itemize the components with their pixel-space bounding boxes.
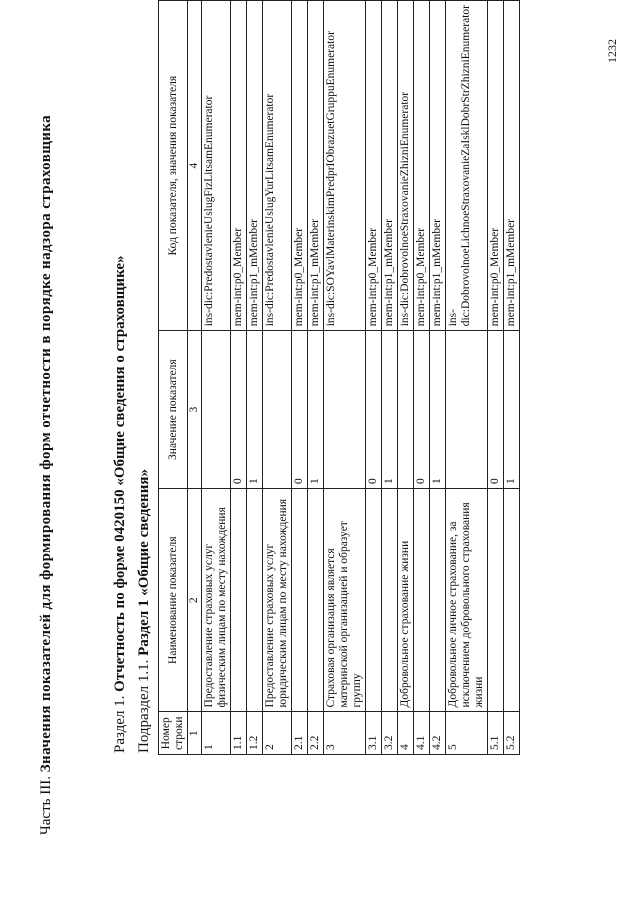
row-number: 4.1 xyxy=(414,712,430,755)
row-number: 1 xyxy=(202,712,231,755)
table-row xyxy=(414,1,430,755)
indicator-code: mem-int:p1_mMember xyxy=(247,1,263,331)
row-number: 5.1 xyxy=(488,712,504,755)
indicator-value: 1 xyxy=(382,331,398,489)
indicator-name xyxy=(382,488,398,712)
indicator-code: ins-dic:PredostavlenieUslugFizLitsamEnumerator xyxy=(202,1,231,331)
indicator-name xyxy=(292,488,308,712)
indicator-value: 0 xyxy=(414,331,430,489)
indicator-name: Добровольное страхование жизни xyxy=(398,488,414,712)
header-indicator-code: Код показателя, значения показателя xyxy=(159,1,188,331)
indicator-code: ins-dic:DobrovolnoeStraxovanieZhizniEnumerator xyxy=(398,1,414,331)
indicator-value: 1 xyxy=(308,331,324,489)
section-title: Отчетность по форме 0420150 «Общие сведения о страховщике» xyxy=(112,255,128,692)
indicator-code: mem-int:p1_mMember xyxy=(308,1,324,331)
table-row xyxy=(292,1,308,755)
section-heading xyxy=(112,255,129,753)
header-indicator-name: Наименование показателя xyxy=(159,488,188,712)
indicator-name xyxy=(231,488,247,712)
indicator-code: ins-dic:DobrovolnoeLichnoeStraxovanieZaIsklDobrStrZhizniEnumerator xyxy=(446,1,488,331)
column-number-4: 4 xyxy=(188,1,202,331)
table-row xyxy=(504,1,520,755)
row-number: 1.2 xyxy=(247,712,263,755)
table-row xyxy=(202,1,231,755)
indicator-code: ins-dic:SOYavlMaterinskimPredprIObrazuetGruppuEnumerator xyxy=(324,1,366,331)
indicator-value: 1 xyxy=(504,331,520,489)
table-row xyxy=(398,1,414,755)
table-row xyxy=(263,1,292,755)
indicator-code: mem-int:p0_Member xyxy=(414,1,430,331)
row-number: 2.2 xyxy=(308,712,324,755)
table-row xyxy=(324,1,366,755)
column-number-2: 2 xyxy=(188,488,202,712)
table-row xyxy=(247,1,263,755)
indicator-code: ins-dic:PredostavlenieUslugYurLitsamEnumerator xyxy=(263,1,292,331)
row-number: 4.2 xyxy=(430,712,446,755)
indicator-value: 1 xyxy=(430,331,446,489)
subsection-title: Раздел 1 «Общие сведения» xyxy=(136,469,152,656)
table-row xyxy=(488,1,504,755)
row-number: 1.1 xyxy=(231,712,247,755)
header-row-number: Номер строки xyxy=(159,712,188,755)
table-row xyxy=(366,1,382,755)
indicator-code: mem-int:p0_Member xyxy=(292,1,308,331)
row-number: 4 xyxy=(398,712,414,755)
indicator-code: mem-int:p1_mMember xyxy=(430,1,446,331)
indicator-value xyxy=(446,331,488,489)
indicator-name: Добровольное личное страхование, за исключением добровольного страхования жизни xyxy=(446,488,488,712)
part-heading xyxy=(32,35,60,835)
row-number: 5 xyxy=(446,712,488,755)
row-number: 2 xyxy=(263,712,292,755)
indicator-value: 1 xyxy=(247,331,263,489)
column-number-3: 3 xyxy=(188,331,202,489)
indicator-value: 0 xyxy=(488,331,504,489)
row-number: 2.1 xyxy=(292,712,308,755)
indicator-value: 0 xyxy=(366,331,382,489)
indicator-value xyxy=(398,331,414,489)
indicator-code: mem-int:p0_Member xyxy=(488,1,504,331)
row-number: 5.2 xyxy=(504,712,520,755)
table-row xyxy=(430,1,446,755)
subsection-prefix: Подраздел 1.1. xyxy=(136,659,152,753)
section-prefix: Раздел 1. xyxy=(112,695,128,753)
indicator-value xyxy=(324,331,366,489)
table-row xyxy=(308,1,324,755)
table-row xyxy=(231,1,247,755)
indicator-name: Предоставление страховых услуг физическим лицам по месту нахождения xyxy=(202,488,231,712)
row-number: 3 xyxy=(324,712,366,755)
row-number: 3.1 xyxy=(366,712,382,755)
indicator-code: mem-int:p1_mMember xyxy=(382,1,398,331)
indicator-name: Страховая организация является материнской организацией и образует группу xyxy=(324,488,366,712)
part-prefix: Часть III. xyxy=(38,776,54,835)
row-number: 3.2 xyxy=(382,712,398,755)
indicator-table xyxy=(158,0,520,755)
indicator-table-wrapper xyxy=(158,0,520,755)
indicator-name xyxy=(504,488,520,712)
indicator-name xyxy=(308,488,324,712)
table-row xyxy=(446,1,488,755)
page-number: 1232 xyxy=(605,39,619,63)
indicator-name xyxy=(488,488,504,712)
indicator-name: Предоставление страховых услуг юридическим лицам по месту нахождения xyxy=(263,488,292,712)
table-row xyxy=(382,1,398,755)
indicator-name xyxy=(430,488,446,712)
indicator-name xyxy=(366,488,382,712)
indicator-code: mem-int:p0_Member xyxy=(366,1,382,331)
indicator-value xyxy=(202,331,231,489)
part-title: Значения показателей для формирования форм отчетности в порядке надзора страховщика xyxy=(38,114,54,773)
indicator-name xyxy=(247,488,263,712)
indicator-value: 0 xyxy=(231,331,247,489)
table-column-number-row xyxy=(188,1,202,755)
table-header-row xyxy=(159,1,188,755)
indicator-value xyxy=(263,331,292,489)
column-number-1: 1 xyxy=(188,712,202,755)
indicator-code: mem-int:p0_Member xyxy=(231,1,247,331)
subsection-heading xyxy=(136,469,153,753)
indicator-code: mem-int:p1_mMember xyxy=(504,1,520,331)
indicator-value: 0 xyxy=(292,331,308,489)
header-indicator-value: Значение показателя xyxy=(159,331,188,489)
indicator-name xyxy=(414,488,430,712)
